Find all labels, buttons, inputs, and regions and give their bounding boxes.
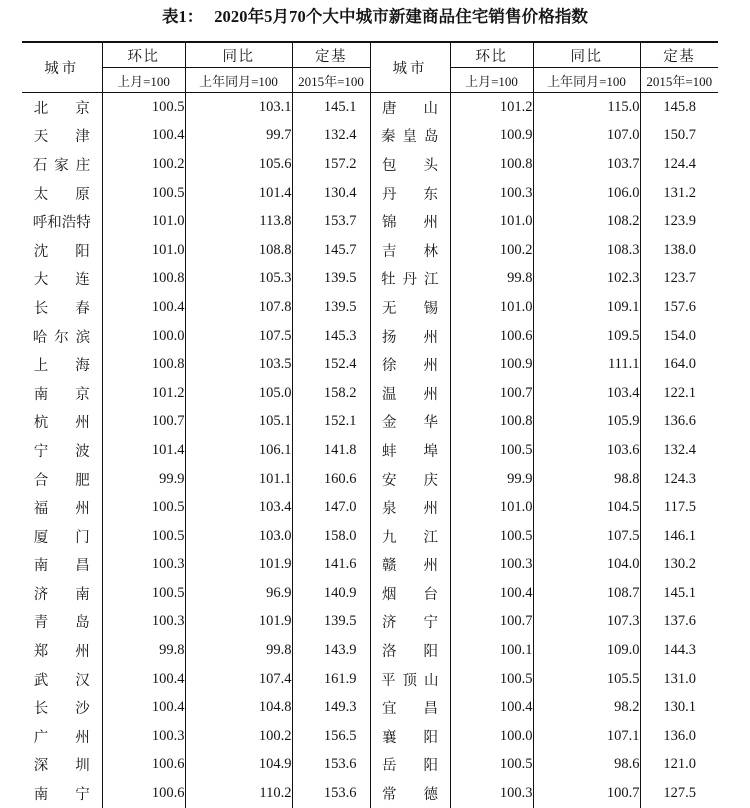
- table-row: [22, 722, 718, 751]
- value-base-right: 145.1: [640, 579, 718, 608]
- value-mom-right: 99.9: [450, 465, 533, 494]
- header-group-mom-right: 环比: [450, 43, 533, 68]
- value-yoy-right: 108.7: [533, 579, 640, 608]
- city-name-right: 岳阳: [370, 751, 450, 780]
- value-yoy-right: 98.6: [533, 751, 640, 780]
- value-mom-left: 100.4: [102, 693, 185, 722]
- value-mom-left: 100.2: [102, 150, 185, 179]
- header-group-base-right: 定基: [640, 43, 718, 68]
- city-name-left: 北京: [33, 100, 90, 117]
- value-base-left: 161.9: [292, 665, 370, 694]
- value-mom-right: 99.8: [450, 265, 533, 294]
- value-mom-right: 100.8: [450, 408, 533, 437]
- value-mom-left: 100.3: [102, 722, 185, 751]
- city-name-right: 秦皇岛: [370, 122, 450, 151]
- city-name-right: 洛阳: [370, 636, 450, 665]
- value-yoy-left: 113.8: [185, 207, 292, 236]
- value-mom-left: 100.7: [102, 408, 185, 437]
- value-yoy-right: 104.5: [533, 493, 640, 522]
- value-base-left: 145.1: [292, 93, 370, 122]
- price-index-table: [22, 41, 718, 808]
- city-name-left: 太原: [33, 186, 90, 203]
- city-name-right: 丹东: [370, 179, 450, 208]
- value-mom-right: 100.9: [450, 350, 533, 379]
- value-base-right: 131.0: [640, 665, 718, 694]
- city-name-left: 上海: [33, 358, 90, 375]
- value-mom-right: 100.0: [450, 722, 533, 751]
- value-base-left: 139.5: [292, 265, 370, 294]
- table-row: [22, 408, 718, 437]
- value-yoy-left: 110.2: [185, 779, 292, 808]
- value-base-left: 141.6: [292, 551, 370, 580]
- table-row: [22, 207, 718, 236]
- value-mom-right: 100.5: [450, 665, 533, 694]
- value-base-left: 132.4: [292, 122, 370, 151]
- value-yoy-left: 103.4: [185, 493, 292, 522]
- city-name-right: 牡丹江: [370, 265, 450, 294]
- table-row: [22, 236, 718, 265]
- table-row: [22, 636, 718, 665]
- value-yoy-right: 109.0: [533, 636, 640, 665]
- value-yoy-left: 105.1: [185, 408, 292, 437]
- value-mom-left: 100.0: [102, 322, 185, 351]
- value-base-right: 136.0: [640, 722, 718, 751]
- table-row: [22, 779, 718, 808]
- city-name-left: 天津: [33, 129, 90, 146]
- value-mom-left: 100.3: [102, 551, 185, 580]
- city-name-right: 济宁: [370, 608, 450, 637]
- value-base-right: 132.4: [640, 436, 718, 465]
- table-title-label: 表1：: [161, 7, 204, 26]
- city-name-right: 无锡: [370, 293, 450, 322]
- table-row: [22, 693, 718, 722]
- value-yoy-left: 104.9: [185, 751, 292, 780]
- header-unit-mom-right: 上月=100: [450, 68, 533, 93]
- city-name-right: 包头: [370, 150, 450, 179]
- value-mom-left: 101.0: [102, 207, 185, 236]
- city-name-left: 哈尔滨: [32, 329, 91, 346]
- value-base-left: 152.1: [292, 408, 370, 437]
- value-yoy-right: 105.5: [533, 665, 640, 694]
- value-yoy-left: 101.9: [185, 551, 292, 580]
- header-unit-yoy-left: 上年同月=100: [185, 68, 292, 93]
- table-row: [22, 579, 718, 608]
- value-base-left: 149.3: [292, 693, 370, 722]
- value-base-left: 158.0: [292, 522, 370, 551]
- city-name-left: 广州: [33, 729, 90, 746]
- value-yoy-right: 109.5: [533, 322, 640, 351]
- value-mom-left: 101.0: [102, 236, 185, 265]
- value-base-left: 141.8: [292, 436, 370, 465]
- value-yoy-right: 98.8: [533, 465, 640, 494]
- city-name-right: 锦州: [370, 207, 450, 236]
- value-mom-right: 100.8: [450, 150, 533, 179]
- value-base-left: 153.6: [292, 751, 370, 780]
- table-row: [22, 751, 718, 780]
- table-row: [22, 350, 718, 379]
- city-name-left: 长沙: [33, 701, 90, 718]
- city-name-left: 呼和浩特: [32, 215, 91, 232]
- value-mom-right: 100.3: [450, 779, 533, 808]
- value-yoy-left: 107.8: [185, 293, 292, 322]
- value-yoy-left: 103.0: [185, 522, 292, 551]
- value-mom-left: 100.5: [102, 522, 185, 551]
- city-name-left: 沈阳: [33, 243, 90, 260]
- value-base-right: 130.1: [640, 693, 718, 722]
- table-title: [0, 0, 750, 30]
- table-row: [22, 608, 718, 637]
- value-base-right: 122.1: [640, 379, 718, 408]
- value-base-right: 146.1: [640, 522, 718, 551]
- value-yoy-right: 104.0: [533, 551, 640, 580]
- value-mom-left: 100.3: [102, 608, 185, 637]
- value-mom-left: 100.4: [102, 122, 185, 151]
- city-name-right: 徐州: [370, 350, 450, 379]
- value-mom-left: 99.8: [102, 636, 185, 665]
- value-yoy-left: 105.6: [185, 150, 292, 179]
- value-base-right: 121.0: [640, 751, 718, 780]
- city-name-left: 郑州: [33, 644, 90, 661]
- table-body: [22, 93, 718, 808]
- value-mom-right: 100.1: [450, 636, 533, 665]
- city-name-left: 厦门: [33, 529, 90, 546]
- city-name-right: 金华: [370, 408, 450, 437]
- city-name-left: 武汉: [33, 672, 90, 689]
- header-city-right: 城市: [370, 43, 450, 93]
- value-yoy-right: 100.7: [533, 779, 640, 808]
- city-name-left: 宁波: [33, 443, 90, 460]
- value-base-right: 124.3: [640, 465, 718, 494]
- value-mom-right: 100.6: [450, 322, 533, 351]
- value-base-right: 137.6: [640, 608, 718, 637]
- value-yoy-left: 104.8: [185, 693, 292, 722]
- value-base-right: 123.9: [640, 207, 718, 236]
- value-mom-left: 100.4: [102, 293, 185, 322]
- value-mom-left: 100.6: [102, 779, 185, 808]
- value-mom-right: 100.5: [450, 751, 533, 780]
- value-base-left: 130.4: [292, 179, 370, 208]
- table-row: [22, 93, 718, 122]
- table-row: [22, 150, 718, 179]
- value-yoy-right: 107.0: [533, 122, 640, 151]
- value-mom-left: 100.8: [102, 265, 185, 294]
- value-yoy-right: 107.1: [533, 722, 640, 751]
- table-header: [22, 42, 718, 93]
- value-yoy-right: 105.9: [533, 408, 640, 437]
- value-yoy-right: 107.5: [533, 522, 640, 551]
- header-group-mom-left: 环比: [102, 43, 185, 68]
- value-yoy-right: 103.6: [533, 436, 640, 465]
- city-name-right: 吉林: [370, 236, 450, 265]
- value-yoy-right: 102.3: [533, 265, 640, 294]
- city-name-left: 南昌: [33, 558, 90, 575]
- value-base-left: 153.7: [292, 207, 370, 236]
- value-yoy-right: 108.3: [533, 236, 640, 265]
- city-name-left: 长春: [33, 300, 90, 317]
- value-base-right: 154.0: [640, 322, 718, 351]
- value-yoy-left: 101.9: [185, 608, 292, 637]
- table-row: [22, 522, 718, 551]
- value-yoy-left: 100.2: [185, 722, 292, 751]
- value-mom-right: 100.4: [450, 693, 533, 722]
- value-yoy-right: 111.1: [533, 350, 640, 379]
- city-name-left: 杭州: [33, 415, 90, 432]
- city-name-right: 襄阳: [370, 722, 450, 751]
- value-mom-left: 100.5: [102, 493, 185, 522]
- city-name-left: 济南: [33, 586, 90, 603]
- header-group-yoy-left: 同比: [185, 43, 292, 68]
- value-base-left: 156.5: [292, 722, 370, 751]
- header-unit-base-right: 2015年=100: [640, 68, 718, 93]
- value-mom-left: 101.4: [102, 436, 185, 465]
- table-row: [22, 265, 718, 294]
- value-yoy-left: 103.5: [185, 350, 292, 379]
- value-mom-left: 100.6: [102, 751, 185, 780]
- value-mom-left: 101.2: [102, 379, 185, 408]
- header-group-yoy-right: 同比: [533, 43, 640, 68]
- value-mom-right: 100.3: [450, 179, 533, 208]
- table-row: [22, 465, 718, 494]
- table-row: [22, 179, 718, 208]
- value-base-left: 157.2: [292, 150, 370, 179]
- value-base-left: 152.4: [292, 350, 370, 379]
- value-mom-left: 100.4: [102, 665, 185, 694]
- table-row: [22, 379, 718, 408]
- value-yoy-left: 101.1: [185, 465, 292, 494]
- header-group-row: [22, 43, 718, 68]
- city-name-left: 石家庄: [32, 157, 91, 174]
- value-base-right: 144.3: [640, 636, 718, 665]
- value-yoy-left: 106.1: [185, 436, 292, 465]
- value-mom-right: 100.4: [450, 579, 533, 608]
- value-yoy-right: 103.7: [533, 150, 640, 179]
- value-mom-right: 101.2: [450, 93, 533, 122]
- city-name-left: 青岛: [33, 615, 90, 632]
- value-mom-right: 100.2: [450, 236, 533, 265]
- value-yoy-left: 107.5: [185, 322, 292, 351]
- value-base-right: 124.4: [640, 150, 718, 179]
- city-name-right: 温州: [370, 379, 450, 408]
- city-name-right: 泉州: [370, 493, 450, 522]
- value-base-right: 123.7: [640, 265, 718, 294]
- value-yoy-right: 108.2: [533, 207, 640, 236]
- value-base-left: 145.3: [292, 322, 370, 351]
- value-base-left: 139.5: [292, 608, 370, 637]
- value-mom-right: 101.0: [450, 207, 533, 236]
- city-name-right: 常德: [370, 779, 450, 808]
- value-yoy-right: 107.3: [533, 608, 640, 637]
- value-base-left: 147.0: [292, 493, 370, 522]
- value-base-right: 145.8: [640, 93, 718, 122]
- city-name-right: 烟台: [370, 579, 450, 608]
- city-name-left: 南京: [33, 386, 90, 403]
- value-mom-right: 100.9: [450, 122, 533, 151]
- value-yoy-left: 101.4: [185, 179, 292, 208]
- header-unit-base-left: 2015年=100: [292, 68, 370, 93]
- table-row: [22, 493, 718, 522]
- value-yoy-right: 115.0: [533, 93, 640, 122]
- value-base-right: 164.0: [640, 350, 718, 379]
- table-row: [22, 293, 718, 322]
- value-base-right: 130.2: [640, 551, 718, 580]
- header-unit-mom-left: 上月=100: [102, 68, 185, 93]
- table-row: [22, 551, 718, 580]
- value-yoy-left: 99.8: [185, 636, 292, 665]
- header-group-base-left: 定基: [292, 43, 370, 68]
- value-mom-left: 100.5: [102, 179, 185, 208]
- city-name-right: 唐山: [370, 93, 450, 122]
- city-name-right: 宜昌: [370, 693, 450, 722]
- value-base-left: 140.9: [292, 579, 370, 608]
- city-name-left: 大连: [33, 272, 90, 289]
- value-base-right: 131.2: [640, 179, 718, 208]
- value-mom-right: 101.0: [450, 293, 533, 322]
- value-base-left: 158.2: [292, 379, 370, 408]
- table-row: [22, 436, 718, 465]
- city-name-left: 合肥: [33, 472, 90, 489]
- table-row: [22, 665, 718, 694]
- value-base-left: 160.6: [292, 465, 370, 494]
- value-mom-right: 100.7: [450, 379, 533, 408]
- value-yoy-left: 107.4: [185, 665, 292, 694]
- value-base-right: 136.6: [640, 408, 718, 437]
- city-name-right: 扬州: [370, 322, 450, 351]
- value-yoy-left: 99.7: [185, 122, 292, 151]
- price-index-table-container: [22, 41, 718, 808]
- value-yoy-right: 106.0: [533, 179, 640, 208]
- value-yoy-right: 103.4: [533, 379, 640, 408]
- value-mom-right: 100.7: [450, 608, 533, 637]
- value-yoy-left: 105.0: [185, 379, 292, 408]
- city-name-left: 深圳: [33, 758, 90, 775]
- value-yoy-left: 105.3: [185, 265, 292, 294]
- value-mom-left: 100.8: [102, 350, 185, 379]
- value-base-left: 143.9: [292, 636, 370, 665]
- value-mom-left: 100.5: [102, 579, 185, 608]
- value-yoy-left: 108.8: [185, 236, 292, 265]
- value-mom-right: 100.3: [450, 551, 533, 580]
- value-mom-right: 101.0: [450, 493, 533, 522]
- city-name-right: 赣州: [370, 551, 450, 580]
- value-base-right: 117.5: [640, 493, 718, 522]
- value-base-left: 145.7: [292, 236, 370, 265]
- value-mom-right: 100.5: [450, 436, 533, 465]
- table-row: [22, 322, 718, 351]
- value-base-right: 127.5: [640, 779, 718, 808]
- city-name-left: 南宁: [33, 787, 90, 804]
- value-mom-left: 100.5: [102, 93, 185, 122]
- table-row: [22, 122, 718, 151]
- city-name-right: 平顶山: [370, 665, 450, 694]
- city-name-right: 蚌埠: [370, 436, 450, 465]
- city-name-left: 福州: [33, 501, 90, 518]
- header-unit-yoy-right: 上年同月=100: [533, 68, 640, 93]
- city-name-right: 安庆: [370, 465, 450, 494]
- value-base-left: 139.5: [292, 293, 370, 322]
- value-base-right: 138.0: [640, 236, 718, 265]
- value-base-right: 157.6: [640, 293, 718, 322]
- city-name-right: 九江: [370, 522, 450, 551]
- header-city-left: 城市: [44, 61, 80, 77]
- value-yoy-left: 103.1: [185, 93, 292, 122]
- value-mom-left: 99.9: [102, 465, 185, 494]
- value-mom-right: 100.5: [450, 522, 533, 551]
- value-yoy-right: 98.2: [533, 693, 640, 722]
- value-yoy-left: 96.9: [185, 579, 292, 608]
- value-base-right: 150.7: [640, 122, 718, 151]
- value-yoy-right: 109.1: [533, 293, 640, 322]
- table-title-text: 2020年5月70个大中城市新建商品住宅销售价格指数: [214, 7, 589, 26]
- value-base-left: 153.6: [292, 779, 370, 808]
